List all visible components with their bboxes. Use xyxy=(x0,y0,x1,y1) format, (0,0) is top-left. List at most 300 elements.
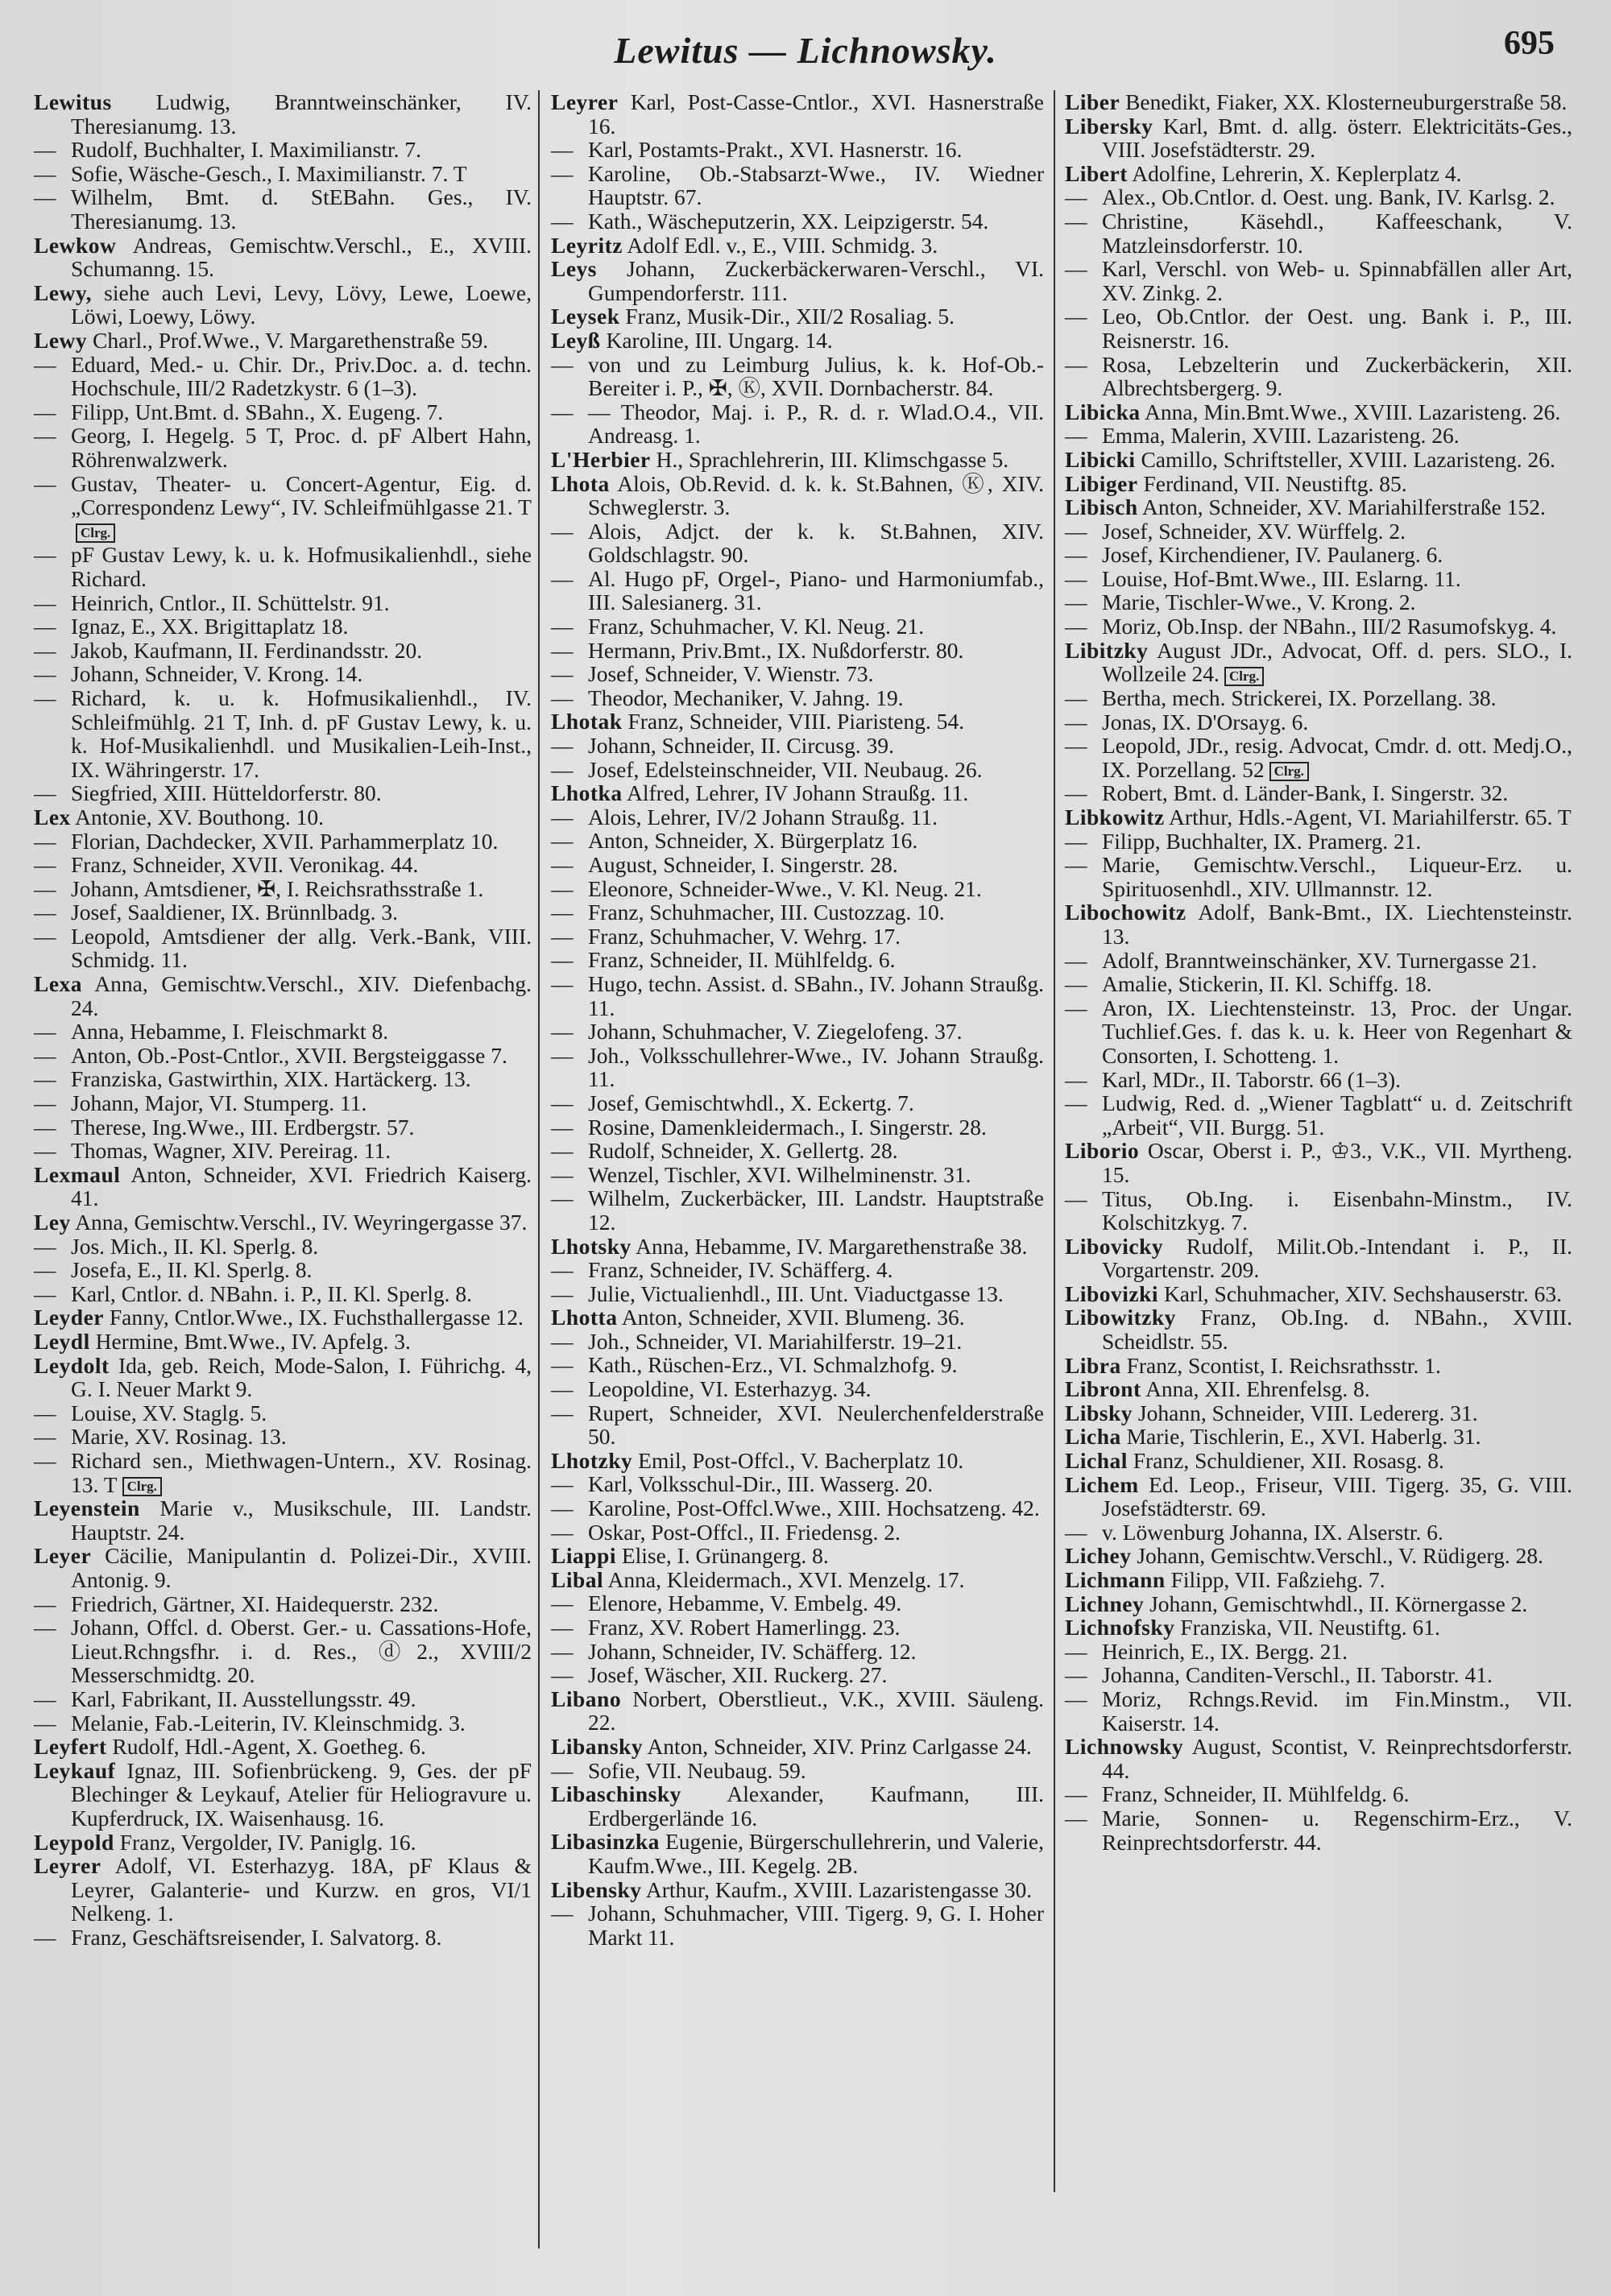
surname: Lewy xyxy=(34,327,88,353)
entry-details: Franziska, VII. Neustiftg. 61. xyxy=(1180,1615,1440,1640)
surname: Liappi xyxy=(551,1543,616,1569)
directory-sub-entry xyxy=(1065,1782,1572,1806)
entry-details: Franz, Ob.Ing. d. NBahn., XVIII. Scheidlstr. 55. xyxy=(1102,1305,1573,1355)
directory-sub-entry xyxy=(1065,972,1572,996)
directory-entry xyxy=(551,1544,1044,1568)
ditto-dash: — xyxy=(1065,256,1087,282)
directory-column-3 xyxy=(1065,90,1572,1854)
ditto-dash: — xyxy=(34,1114,56,1140)
entry-details: Elise, I. Grünangerg. 8. xyxy=(621,1543,829,1569)
ditto-dash: — xyxy=(34,1447,56,1473)
directory-sub-entry xyxy=(551,138,1044,162)
ditto-dash: — xyxy=(551,1376,574,1402)
directory-sub-entry xyxy=(551,1353,1044,1377)
directory-sub-entry xyxy=(1065,1806,1572,1854)
entry-details: Johann, Major, VI. Stumperg. 11. xyxy=(71,1090,367,1116)
entry-details: Marie, Sonnen- u. Regenschirm-Erz., V. Reinprechtsdorferstr. 44. xyxy=(1102,1805,1572,1855)
surname: Leyenstein xyxy=(34,1496,140,1521)
directory-sub-entry xyxy=(551,1258,1044,1282)
entry-details: Benedikt, Fiaker, XX. Klosterneuburgerstraße 58. xyxy=(1125,89,1568,114)
ditto-dash: — xyxy=(551,1400,574,1425)
directory-sub-entry xyxy=(34,1235,532,1259)
entry-details: Titus, Ob.Ing. i. Eisenbahn-Minstm., IV. Kolschitzkyg. 7. xyxy=(1102,1185,1572,1235)
ditto-dash: — xyxy=(34,1233,56,1259)
directory-entry xyxy=(551,90,1044,138)
entry-details: Wilhelm, Zuckerbäcker, III. Landstr. Hauptstraße 12. xyxy=(588,1185,1044,1235)
directory-sub-entry xyxy=(551,1091,1044,1115)
directory-entry xyxy=(1065,90,1572,114)
ditto-dash: — xyxy=(551,351,574,377)
ditto-dash: — xyxy=(34,875,56,901)
directory-sub-entry xyxy=(34,925,532,972)
ditto-dash: — xyxy=(551,1019,574,1045)
ditto-dash: — xyxy=(1065,542,1087,568)
ditto-dash: — xyxy=(1065,1805,1087,1831)
entry-details: Alfred, Lehrer, IV Johann Straußg. 11. xyxy=(626,780,969,806)
ditto-dash: — xyxy=(551,1662,574,1688)
ditto-dash: — xyxy=(1065,423,1087,449)
directory-sub-entry xyxy=(551,1520,1044,1545)
directory-sub-entry xyxy=(1065,257,1572,304)
entry-details: Franz, Musik-Dir., XII/2 Rosaliag. 5. xyxy=(625,304,955,329)
directory-sub-entry xyxy=(551,972,1044,1020)
ditto-dash: — xyxy=(1065,1686,1087,1711)
entry-details: Franz, Schuldiener, XII. Rosasg. 8. xyxy=(1133,1448,1444,1474)
entry-details: Filipp, VII. Faßziehg. 7. xyxy=(1170,1567,1385,1592)
entry-details: Kath., Rüschen-Erz., VI. Schmalzhofg. 9. xyxy=(588,1352,958,1378)
column-divider xyxy=(1054,90,1055,2192)
directory-sub-entry xyxy=(34,591,532,615)
entry-details: Richard sen., Miethwagen-Untern., XV. Rosinag. 13. T xyxy=(71,1447,532,1497)
directory-entry xyxy=(551,448,1044,472)
clearing-badge: Clrg. xyxy=(76,523,115,543)
ditto-dash: — xyxy=(1065,995,1087,1020)
directory-entry xyxy=(1065,1615,1572,1640)
directory-sub-entry xyxy=(551,1759,1044,1783)
directory-sub-entry xyxy=(551,1640,1044,1664)
entry-details: Anton, Schneider, XIV. Prinz Carlgasse 24. xyxy=(647,1733,1032,1759)
ditto-dash: — xyxy=(1065,184,1087,210)
entry-details: Wilhelm, Bmt. d. StEBahn. Ges., IV. Theresianumg. 13. xyxy=(71,184,532,234)
directory-sub-entry xyxy=(551,948,1044,972)
ditto-dash: — xyxy=(1065,1090,1087,1116)
entry-details: Rudolf, Milit.Ob.-Intendant i. P., II. Vorgartenstr. 209. xyxy=(1102,1233,1572,1283)
directory-entry xyxy=(1065,1544,1572,1568)
ditto-dash: — xyxy=(34,1615,56,1640)
entry-details: Ignaz, E., XX. Brigittaplatz 18. xyxy=(71,614,349,639)
entry-details: Franz, XV. Robert Hamerlingg. 23. xyxy=(588,1615,901,1640)
surname: Leysek xyxy=(551,304,620,329)
entry-details: Arthur, Kaufm., XVIII. Lazaristengasse 30. xyxy=(645,1876,1033,1902)
ditto-dash: — xyxy=(551,1519,574,1545)
ditto-dash: — xyxy=(34,1424,56,1450)
entry-details: Therese, Ing.Wwe., III. Erdbergstr. 57. xyxy=(71,1114,415,1140)
entry-details: Leopold, JDr., resig. Advocat, Cmdr. d. ott. Medj.O., IX. Porzellang. 52 xyxy=(1102,733,1572,782)
clearing-badge: Clrg. xyxy=(122,1477,162,1496)
ditto-dash: — xyxy=(551,208,574,234)
surname: Lichney xyxy=(1065,1591,1145,1616)
entry-details: Marie v., Musikschule, III. Landstr. Hauptstr. 24. xyxy=(71,1496,532,1545)
entry-details: Josef, Kirchendiener, IV. Paulanerg. 6. xyxy=(1102,542,1443,568)
directory-sub-entry xyxy=(551,900,1044,925)
entry-details: Siegfried, XIII. Hütteldorferstr. 80. xyxy=(71,780,382,806)
entry-details: Fanny, Cntlor.Wwe., IX. Fuchsthallergasse 12. xyxy=(109,1305,524,1330)
entry-details: Adolf, Bank-Bmt., IX. Liechtensteinstr. 13. xyxy=(1102,900,1572,949)
ditto-dash: — xyxy=(34,900,56,925)
directory-entry xyxy=(1065,1568,1572,1592)
surname: Lichal xyxy=(1065,1448,1128,1474)
entry-details: Anton, Schneider, XV. Mariahilferstraße 152. xyxy=(1141,494,1546,520)
entry-details: Ludwig, Red. d. „Wiener Tagblatt“ u. d. Zeitschrift „Arbeit“, VII. Burgg. 51. xyxy=(1102,1090,1572,1140)
entry-details: Alexander, Kaufmann, III. Erdbergerlände 16. xyxy=(588,1781,1044,1831)
entry-details: Marie, Tischler-Wwe., V. Krong. 2. xyxy=(1102,590,1416,615)
entry-details: Ferdinand, VII. Neustiftg. 85. xyxy=(1143,470,1407,496)
directory-entry xyxy=(34,1330,532,1354)
entry-details: Oscar, Oberst i. P., ♔3., V.K., VII. Myrtheng. 15. xyxy=(1102,1138,1573,1187)
entry-details: Rosine, Damenkleidermach., I. Singerstr. 28. xyxy=(588,1114,987,1140)
ditto-dash: — xyxy=(551,137,574,163)
directory-sub-entry xyxy=(34,877,532,901)
directory-sub-entry xyxy=(1065,734,1572,781)
ditto-dash: — xyxy=(34,685,56,710)
directory-sub-entry xyxy=(1065,1520,1572,1545)
entry-details: Jos. Mich., II. Kl. Sperlg. 8. xyxy=(71,1233,319,1259)
directory-entry xyxy=(34,1759,532,1831)
entry-details: Christine, Käsehdl., Kaffeeschank, V. Matzleinsdorferstr. 10. xyxy=(1102,208,1572,258)
surname: Libert xyxy=(1065,160,1128,186)
directory-sub-entry xyxy=(34,686,532,781)
ditto-dash: — xyxy=(1065,351,1087,377)
surname: Leyrer xyxy=(34,1853,101,1879)
entry-details: Filipp, Buchhalter, IX. Pramerg. 21. xyxy=(1102,828,1422,854)
surname: Libensky xyxy=(551,1876,642,1902)
page-title: Lewitus — Lichnowsky. xyxy=(614,30,997,71)
ditto-dash: — xyxy=(1065,1519,1087,1545)
surname: Leys xyxy=(551,256,597,282)
directory-entry xyxy=(551,472,1044,519)
column-divider xyxy=(538,90,540,2248)
surname: Lichmann xyxy=(1065,1567,1166,1592)
ditto-dash: — xyxy=(551,852,574,877)
entry-details: Alois, Ob.Revid. d. k. k. St.Bahnen, Ⓚ, XIV. Schweglerstr. 3. xyxy=(588,470,1044,520)
ditto-dash: — xyxy=(551,637,574,663)
surname: Libisch xyxy=(1065,494,1138,520)
ditto-dash: — xyxy=(34,590,56,615)
directory-entry xyxy=(1065,1449,1572,1473)
directory-sub-entry xyxy=(551,877,1044,901)
entry-details: Leopold, Amtsdiener der allg. Verk.-Bank, VIII. Schmidg. 11. xyxy=(71,923,532,973)
entry-details: Anna, Kleidermach., XVI. Menzelg. 17. xyxy=(607,1566,965,1592)
directory-sub-entry xyxy=(551,686,1044,710)
entry-details: Camillo, Schriftsteller, XVIII. Lazaristeng. 26. xyxy=(1141,446,1555,472)
entry-details: Bertha, mech. Strickerei, IX. Porzellang. 38. xyxy=(1102,685,1497,710)
ditto-dash: — xyxy=(1065,1638,1087,1664)
entry-details: Eugenie, Bürgerschullehrerin, und Valerie, Kaufm.Wwe., III. Kegelg. 2B. xyxy=(588,1829,1044,1878)
entry-details: Franz, Schneider, II. Mühlfeldg. 6. xyxy=(1102,1781,1410,1807)
ditto-dash: — xyxy=(551,1161,574,1187)
entry-details: Alois, Adjct. der k. k. St.Bahnen, XIV. Goldschlagstr. 90. xyxy=(588,518,1044,568)
entry-details: Louise, Hof-Bmt.Wwe., III. Eslarng. 11. xyxy=(1102,565,1461,591)
ditto-dash: — xyxy=(34,184,56,210)
entry-details: Gustav, Theater- u. Concert-Agentur, Eig. d. „Correspondenz Lewy“, IV. Schleifmühlgasse 21. T xyxy=(71,470,532,520)
directory-sub-entry xyxy=(551,1163,1044,1187)
directory-sub-entry xyxy=(34,162,532,186)
directory-sub-entry xyxy=(1065,543,1572,567)
entry-details: Karl, Cntlor. d. NBahn. i. P., II. Kl. Sperlg. 8. xyxy=(71,1280,473,1306)
directory-entry xyxy=(34,1210,532,1235)
ditto-dash: — xyxy=(34,137,56,163)
directory-entry xyxy=(34,1831,532,1855)
ditto-dash: — xyxy=(34,423,56,449)
surname: Leyder xyxy=(34,1305,105,1330)
entry-details: Adolfine, Lehrerin, X. Keplerplatz 4. xyxy=(1132,160,1462,186)
entry-details: Josef, Saaldiener, IX. Brünnlbadg. 3. xyxy=(71,900,398,925)
ditto-dash: — xyxy=(551,614,574,639)
entry-details: Franziska, Gastwirthin, XIX. Hartäckerg. 13. xyxy=(71,1066,471,1092)
directory-sub-entry xyxy=(34,400,532,424)
surname: Lewy, xyxy=(34,279,93,305)
directory-sub-entry xyxy=(1065,1663,1572,1687)
entry-details: Franz, Geschäftsreisender, I. Salvatorg. 8. xyxy=(71,1924,442,1950)
surname: Lhotak xyxy=(551,709,623,734)
entry-details: siehe auch Levi, Levy, Lövy, Lewe, Loewe, Löwi, Loewy, Löwy. xyxy=(71,279,532,329)
directory-sub-entry xyxy=(551,1377,1044,1401)
entry-details: Al. Hugo pF, Orgel-, Piano- und Harmoniumfab., III. Salesianerg. 31. xyxy=(588,565,1044,615)
ditto-dash: — xyxy=(551,1352,574,1378)
directory-sub-entry xyxy=(551,1591,1044,1615)
directory-sub-entry xyxy=(34,472,532,544)
entry-details: Elenore, Hebamme, V. Embelg. 49. xyxy=(588,1591,902,1616)
directory-entry xyxy=(1065,114,1572,162)
ditto-dash: — xyxy=(34,1280,56,1306)
entry-details: Karl, Verschl. von Web- u. Spinnabfällen aller Art, XV. Zinkg. 2. xyxy=(1102,256,1572,305)
ditto-dash: — xyxy=(34,1710,56,1735)
surname: Leyß xyxy=(551,327,601,353)
directory-sub-entry xyxy=(551,1330,1044,1354)
directory-sub-entry xyxy=(1065,1091,1572,1139)
entry-details: Kath., Wäscheputzerin, XX. Leipzigerstr. 54. xyxy=(588,208,989,234)
surname: Libsky xyxy=(1065,1400,1133,1425)
entry-details: August, Scontist, V. Reinprechtsdorferstr. 44. xyxy=(1102,1734,1573,1783)
directory-entry xyxy=(1065,1354,1572,1378)
ditto-dash: — xyxy=(551,565,574,591)
directory-entry xyxy=(551,1235,1044,1259)
directory-sub-entry xyxy=(551,353,1044,400)
entry-details: Ed. Leop., Friseur, VIII. Tigerg. 35, G. VIII. Josefstädterstr. 69. xyxy=(1102,1471,1573,1521)
entry-details: Heinrich, E., IX. Bergg. 21. xyxy=(1102,1638,1348,1664)
surname: Ley xyxy=(34,1210,71,1235)
directory-sub-entry xyxy=(551,519,1044,567)
directory-entry xyxy=(34,1854,532,1926)
entry-details: Franz, Vergolder, IV. Paniglg. 16. xyxy=(119,1829,416,1855)
directory-entry xyxy=(551,257,1044,304)
directory-sub-entry xyxy=(551,1020,1044,1044)
surname: Leypold xyxy=(34,1829,114,1855)
ditto-dash: — xyxy=(34,923,56,949)
entry-details: H., Sprachlehrerin, III. Klimschgasse 5. xyxy=(656,446,1009,472)
directory-sub-entry xyxy=(34,1044,532,1068)
entry-details: Josef, Schneider, V. Wienstr. 73. xyxy=(588,661,874,687)
ditto-dash: — xyxy=(34,542,56,568)
surname: Liber xyxy=(1065,89,1120,114)
directory-sub-entry xyxy=(34,1067,532,1091)
entry-details: Karl, Bmt. d. allg. österr. Elektricitäts-Ges., VIII. Josefstädterstr. 29. xyxy=(1102,113,1572,163)
directory-sub-entry xyxy=(551,1401,1044,1449)
entry-details: Karl, Fabrikant, II. Ausstellungsstr. 49. xyxy=(71,1686,416,1711)
directory-sub-entry xyxy=(1065,996,1572,1068)
directory-sub-entry xyxy=(1065,1687,1572,1735)
ditto-dash: — xyxy=(34,637,56,663)
entry-details: Heinrich, Cntlor., II. Schüttelstr. 91. xyxy=(71,590,390,615)
ditto-dash: — xyxy=(1065,733,1087,759)
ditto-dash: — xyxy=(551,875,574,901)
surname: Libicki xyxy=(1065,446,1136,472)
ditto-dash: — xyxy=(551,1638,574,1664)
page-number: 695 xyxy=(1504,25,1555,62)
surname: Leyrer xyxy=(551,89,619,114)
ditto-dash: — xyxy=(551,1090,574,1115)
surname: Lewkow xyxy=(34,232,117,258)
directory-sub-entry xyxy=(551,614,1044,639)
ditto-dash: — xyxy=(551,1496,574,1521)
entry-details: Karl, Post-Casse-Cntlor., XVI. Hasnerstraße 16. xyxy=(588,89,1045,139)
directory-sub-entry xyxy=(34,1592,532,1616)
directory-sub-entry xyxy=(34,900,532,925)
directory-sub-entry xyxy=(34,138,532,162)
directory-sub-entry xyxy=(551,758,1044,782)
surname: Libovicky xyxy=(1065,1233,1164,1259)
entry-details: — Theodor, Maj. i. P., R. d. r. Wlad.O.4., VII. Andreasg. 1. xyxy=(588,399,1044,449)
directory-sub-entry xyxy=(1065,686,1572,710)
directory-sub-entry xyxy=(34,1615,532,1687)
entry-details: Anton, Schneider, X. Bürgerplatz 16. xyxy=(588,828,918,854)
directory-entry xyxy=(551,1830,1044,1877)
directory-sub-entry xyxy=(34,781,532,805)
entry-details: Sofie, VII. Neubaug. 59. xyxy=(588,1757,806,1783)
entry-details: Theodor, Mechaniker, V. Jahng. 19. xyxy=(588,685,904,710)
ditto-dash: — xyxy=(1065,1066,1087,1092)
directory-entry xyxy=(1065,162,1572,186)
entry-details: pF Gustav Lewy, k. u. k. Hofmusikalienhdl., siehe Richard. xyxy=(71,542,532,591)
entry-details: Anna, Gemischtw.Verschl., IV. Weyringergasse 37. xyxy=(75,1210,528,1235)
surname: Leydolt xyxy=(34,1352,110,1378)
ditto-dash: — xyxy=(1065,614,1087,639)
entry-details: Anna, Hebamme, IV. Margarethenstraße 38. xyxy=(636,1233,1028,1259)
surname: Libasinzka xyxy=(551,1829,660,1855)
entry-details: von und zu Leimburg Julius, k. k. Hof-Ob.-Bereiter i. P., ✠, Ⓚ, XVII. Dornbacherstr. 84. xyxy=(588,351,1044,401)
entry-details: Marie, Tischlerin, E., XVI. Haberlg. 31. xyxy=(1126,1424,1481,1450)
ditto-dash: — xyxy=(551,1280,574,1306)
entry-details: Hugo, techn. Assist. d. SBahn., IV. Johann Straußg. 11. xyxy=(588,970,1044,1020)
ditto-dash: — xyxy=(551,685,574,710)
ditto-dash: — xyxy=(34,1042,56,1068)
directory-entry xyxy=(551,234,1044,258)
directory-entry xyxy=(1065,1592,1572,1616)
directory-sub-entry xyxy=(34,1091,532,1115)
directory-sub-entry xyxy=(34,1926,532,1950)
ditto-dash: — xyxy=(551,1615,574,1640)
entry-details: Antonie, XV. Bouthong. 10. xyxy=(75,804,325,829)
ditto-dash: — xyxy=(1065,565,1087,591)
directory-entry xyxy=(551,1878,1044,1902)
entry-details: Norbert, Oberstlieut., V.K., XVIII. Säuleng. 22. xyxy=(588,1686,1045,1735)
entry-details: Rudolf, Hdl.-Agent, X. Goetheg. 6. xyxy=(112,1734,426,1760)
directory-sub-entry xyxy=(1065,853,1572,900)
directory-sub-entry xyxy=(1065,710,1572,734)
ditto-dash: — xyxy=(34,828,56,854)
directory-entry xyxy=(1065,1282,1572,1306)
ditto-dash: — xyxy=(34,1686,56,1711)
clearing-badge: Clrg. xyxy=(1269,762,1309,781)
surname: Leykauf xyxy=(34,1757,116,1783)
entry-details: Ida, geb. Reich, Mode-Salon, I. Führichg. 4, G. I. Neuer Markt 9. xyxy=(71,1352,532,1402)
ditto-dash: — xyxy=(551,900,574,925)
ditto-dash: — xyxy=(551,1591,574,1616)
directory-entry xyxy=(1065,1139,1572,1186)
directory-sub-entry xyxy=(551,1615,1044,1640)
ditto-dash: — xyxy=(1065,852,1087,878)
entry-details: Johann, Offcl. d. Oberst. Ger.- u. Cassations-Hofe, Lieut.Rchngsfhr. i. d. Res., ⓓ2., XVIII/2 Messerschmidtg. 20. xyxy=(71,1615,532,1688)
entry-details: Alois, Lehrer, IV/2 Johann Straußg. 11. xyxy=(588,804,938,829)
entry-details: Thomas, Wagner, XIV. Pereirag. 11. xyxy=(71,1138,391,1164)
entry-details: Leo, Ob.Cntlor. der Oest. ung. Bank i. P., III. Reisnerstr. 16. xyxy=(1102,304,1572,353)
directory-sub-entry xyxy=(1065,353,1572,400)
entry-details: Filipp, Unt.Bmt. d. SBahn., X. Eugeng. 7. xyxy=(71,399,444,424)
directory-entry xyxy=(34,1544,532,1591)
entry-details: Anna, Hebamme, I. Fleischmarkt 8. xyxy=(71,1019,389,1045)
directory-sub-entry xyxy=(1065,949,1572,973)
directory-sub-entry xyxy=(34,1711,532,1735)
ditto-dash: — xyxy=(551,923,574,949)
directory-sub-entry xyxy=(551,1496,1044,1520)
entry-details: Johann, Schneider, V. Krong. 14. xyxy=(71,661,363,687)
directory-sub-entry xyxy=(551,1472,1044,1496)
directory-sub-entry xyxy=(1065,590,1572,614)
ditto-dash: — xyxy=(1065,590,1087,615)
entry-details: Jakob, Kaufmann, II. Ferdinandsstr. 20. xyxy=(71,637,423,663)
entry-details: Karoline, III. Ungarg. 14. xyxy=(606,327,833,353)
entry-details: Charl., Prof.Wwe., V. Margarethenstraße 59. xyxy=(93,327,489,353)
ditto-dash: — xyxy=(34,614,56,639)
directory-sub-entry xyxy=(1065,209,1572,257)
entry-details: Anton, Schneider, XVII. Blumeng. 36. xyxy=(621,1305,965,1330)
directory-sub-entry xyxy=(34,853,532,877)
entry-details: Josef, Gemischtwhdl., X. Eckertg. 7. xyxy=(588,1090,914,1115)
entry-details: Karl, MDr., II. Taborstr. 66 (1–3). xyxy=(1102,1066,1402,1092)
ditto-dash: — xyxy=(34,1019,56,1045)
entry-details: August, Schneider, I. Singerstr. 28. xyxy=(588,852,898,877)
directory-sub-entry xyxy=(551,162,1044,209)
surname: Libansky xyxy=(551,1733,644,1759)
entry-details: Florian, Dachdecker, XVII. Parhammerplatz 10. xyxy=(71,828,499,854)
surname: Lhotka xyxy=(551,780,623,806)
directory-entry xyxy=(1065,1377,1572,1401)
directory-sub-entry xyxy=(551,567,1044,614)
ditto-dash: — xyxy=(551,970,574,996)
directory-sub-entry xyxy=(551,853,1044,877)
ditto-dash: — xyxy=(551,1042,574,1068)
entry-details: Moriz, Rchngs.Revid. im Fin.Minstm., VII. Kaiserstr. 14. xyxy=(1102,1686,1572,1735)
directory-entry xyxy=(1065,900,1572,948)
directory-sub-entry xyxy=(551,639,1044,663)
directory-entry xyxy=(34,90,532,138)
directory-entry xyxy=(34,234,532,281)
ditto-dash: — xyxy=(1065,828,1087,854)
ditto-dash: — xyxy=(34,160,56,186)
directory-entry xyxy=(551,1305,1044,1330)
surname: Lichnofsky xyxy=(1065,1615,1175,1640)
surname: Lhota xyxy=(551,470,610,496)
